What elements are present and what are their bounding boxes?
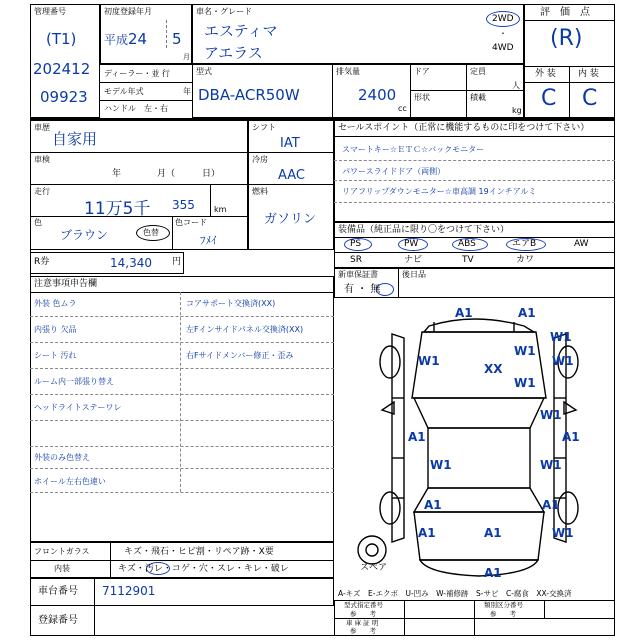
notes-dash1	[30, 316, 334, 317]
color-code-label: 色コード	[175, 218, 207, 227]
kanri-t: (T1)	[46, 30, 77, 48]
spec-div1	[332, 64, 333, 118]
damage-mark: W1	[418, 354, 440, 368]
st-r2a: 車 庫 証 明	[346, 619, 379, 627]
note-left-5: ヘッドライトステーワレ	[34, 403, 122, 412]
note-left-7: 外装のみ色替え	[34, 453, 90, 462]
damage-mark: W1	[430, 458, 452, 472]
equip-kawa: カワ	[516, 255, 535, 265]
first-reg-label: 初度登録年月	[104, 7, 152, 16]
spec-div3	[466, 64, 467, 118]
equip-abs: ABS	[458, 239, 476, 249]
car-name-label: 車名・グレード	[196, 7, 252, 16]
era: 平成	[104, 33, 129, 47]
damage-mark: A1	[424, 498, 442, 512]
eval-line3	[524, 82, 615, 83]
aircon-value: AAC	[278, 168, 305, 183]
shift-value: IAT	[280, 136, 300, 151]
mileage-value: 11万5千	[84, 199, 151, 219]
kg-label: kg	[512, 106, 522, 115]
notes-dash6	[30, 446, 334, 447]
displacement-label: 排気量	[336, 67, 360, 76]
line-dealer	[100, 64, 192, 65]
shift-line1	[248, 152, 334, 153]
note-left-2: 内張り 欠品	[34, 325, 77, 334]
sales-line0	[334, 136, 615, 137]
note-right-3: 右Fサイドメンバー修正・歪み	[186, 351, 294, 360]
damage-mark: A1	[418, 526, 436, 540]
st-r1d: 参 考	[490, 610, 516, 618]
interior-text: キズ・汚レ・コゲ・穴・スレ・キレ・破レ	[118, 564, 289, 574]
st-r1a: 型式指定番号	[344, 601, 383, 609]
line-model-year	[100, 82, 192, 83]
line-handle	[100, 100, 192, 101]
load-label: 積載	[470, 93, 486, 102]
note-left-8: ホイール左右色違い	[34, 477, 106, 486]
damage-mark: A1	[542, 498, 560, 512]
capacity-label: 定員	[470, 67, 486, 76]
equip-ps: PS	[350, 239, 362, 249]
damage-mark: XX	[484, 362, 503, 376]
notes-dash8	[30, 492, 334, 493]
interior-label: 内装	[54, 564, 70, 573]
notes-dash7	[30, 468, 334, 469]
note-left-4: ルーム内一部張り替え	[34, 377, 114, 386]
usage-line3	[30, 216, 248, 217]
notes-dash4	[30, 394, 334, 395]
st-v3	[544, 600, 545, 618]
damage-mark: A1	[455, 306, 473, 320]
int-score: C	[582, 86, 598, 111]
equip-aw: AW	[574, 239, 589, 249]
km-label: km	[214, 205, 227, 214]
color-value: ブラウン	[60, 228, 109, 242]
year-suffix: 年	[183, 87, 191, 96]
note-left-3: シート 汚れ	[34, 351, 77, 360]
eval-score: (R)	[550, 26, 583, 51]
usage-label: 車歴	[34, 123, 50, 132]
sales-dash1	[334, 160, 615, 161]
reg-month: 5	[172, 30, 182, 48]
notes-line0	[30, 292, 334, 293]
car-name1: エスティマ	[204, 22, 278, 40]
cc-label: cc	[398, 104, 407, 113]
sales-dash3	[334, 202, 615, 203]
after-label: 後日品	[402, 270, 426, 279]
mileage-label: 走行	[34, 187, 50, 196]
drive-2wd: 2WD	[492, 14, 514, 24]
int-label: 内 装	[578, 69, 599, 79]
date-divider	[166, 20, 167, 48]
notes-title: 注意事項申告欄	[34, 279, 98, 289]
color-code-div	[172, 216, 173, 250]
damage-mark: A1	[518, 306, 536, 320]
dealer-label: ディーラー・並 行	[104, 69, 170, 78]
recycle-label: R券	[34, 257, 50, 267]
damage-mark: W1	[552, 526, 574, 540]
displacement-value: 2400	[358, 86, 397, 104]
spare-label: スペア	[360, 563, 388, 573]
shaken-label: 車検	[34, 155, 50, 164]
drive-dot: ・	[499, 29, 507, 38]
notes-dash3	[30, 368, 334, 369]
note-left-1: 外装 色ムラ	[34, 299, 77, 308]
notes-center	[180, 292, 181, 492]
drive-4wd: 4WD	[492, 43, 514, 53]
damage-mark: W1	[540, 408, 562, 422]
eval-title: 評 価 点	[540, 7, 590, 18]
month-suffix: 月	[183, 53, 190, 61]
shift-label: シフト	[252, 123, 276, 132]
usage-line2	[30, 184, 248, 185]
sales-item-2: パワースライドドア（両側）	[342, 167, 446, 176]
shape-label: 形状	[414, 93, 430, 102]
notes-dash5	[30, 420, 334, 421]
reg-year: 24	[128, 30, 148, 48]
st-r1b: 参 考	[350, 610, 376, 618]
damage-legend: A-キズ E-エクボ U-凹み W-補修跡 S-サビ C-腐食 XX-交換済	[338, 589, 572, 598]
note-right-2: 左Fインサイドパネル交換済(XX)	[186, 325, 304, 334]
color-label: 色	[34, 218, 42, 227]
windshield-label: フロントガラス	[34, 547, 90, 556]
aircon-label: 冷房	[252, 155, 268, 164]
handle-label: ハンドル 左・右	[104, 104, 168, 113]
type-label: 型式	[196, 67, 212, 76]
damage-mark: A1	[484, 526, 502, 540]
damage-mark: A1	[562, 430, 580, 444]
car-name2: アエラス	[204, 44, 263, 62]
chassis-div	[94, 578, 95, 636]
shaken-text: 年 月（ 日）	[112, 169, 221, 179]
eval-mid	[569, 66, 570, 118]
fuel-label: 燃料	[252, 187, 268, 196]
sales-item-3: リアフリップダウンモニター☆車高調 19インチアルミ	[342, 187, 537, 196]
capacity-unit: 人	[512, 81, 520, 90]
equip-airb: エアB	[512, 239, 537, 249]
eval-line1	[524, 20, 615, 21]
kanri-num2: 09923	[40, 88, 88, 106]
usage-line1	[30, 152, 248, 153]
equip-line2	[334, 252, 615, 253]
type-value: DBA-ACR50W	[198, 86, 300, 104]
damage-mark: A1	[484, 566, 502, 580]
st-r1c: 類別区分番号	[484, 601, 523, 609]
damage-mark: W1	[514, 376, 536, 390]
ext-score: C	[541, 86, 557, 111]
warranty-label: 新車保証書	[338, 270, 378, 279]
damage-mark: W1	[552, 354, 574, 368]
st-r2b: 参 考	[350, 627, 376, 635]
sales-item-1: スマートキー☆ＥＴＣ☆バックモニター	[342, 145, 485, 154]
windshield-text: キズ・飛石・ヒビ割・リペア跡・X要	[124, 547, 274, 557]
kanri-label: 管理番号	[34, 7, 66, 16]
equip-pw: PW	[404, 239, 419, 249]
fuel-value: ガソリン	[264, 212, 317, 227]
kanri-num1: 202412	[33, 60, 91, 78]
door-label: ドア	[414, 67, 430, 76]
notes-dash2	[30, 342, 334, 343]
mileage-sub: 355	[172, 198, 195, 212]
color-change: 色替	[143, 228, 159, 237]
damage-mark: W1	[540, 458, 562, 472]
recycle-value: 14,340	[110, 256, 152, 270]
recycle-box	[30, 252, 184, 274]
ext-label: 外 装	[535, 69, 556, 79]
equip-title: 装備品（純正品に限り〇をつけて下さい）	[338, 225, 510, 235]
spec-div2	[410, 64, 411, 118]
damage-mark: A1	[408, 430, 426, 444]
model-year-label: モデル年式	[104, 87, 144, 96]
note-right-1: コアサポート交換済(XX)	[186, 299, 276, 308]
sales-title: セールスポイント（正常に機能するものに印をつけて下さい）	[338, 123, 590, 133]
shift-line2	[248, 184, 334, 185]
equip-sr: SR	[350, 255, 362, 265]
sales-dash2	[334, 180, 615, 181]
spec-mid-line	[410, 90, 524, 91]
equip-tv: TV	[462, 255, 474, 265]
reg-date-row	[104, 30, 147, 48]
color-code-value: ﾌﾒｲ	[200, 234, 217, 247]
damage-mark: W1	[514, 344, 536, 358]
chassis-label: 車台番号	[38, 586, 78, 597]
usage-value: 自家用	[52, 130, 98, 148]
warranty-value: 有 ・ 無	[344, 284, 381, 295]
warranty-div	[398, 268, 399, 298]
reg-label: 登録番号	[38, 615, 78, 626]
damage-mark: W1	[550, 330, 572, 344]
km-div	[210, 184, 211, 216]
recycle-unit: 円	[172, 257, 182, 267]
equip-navi: ナビ	[404, 255, 423, 265]
chassis-value: 7112901	[102, 584, 156, 598]
glass-mid	[30, 560, 334, 561]
